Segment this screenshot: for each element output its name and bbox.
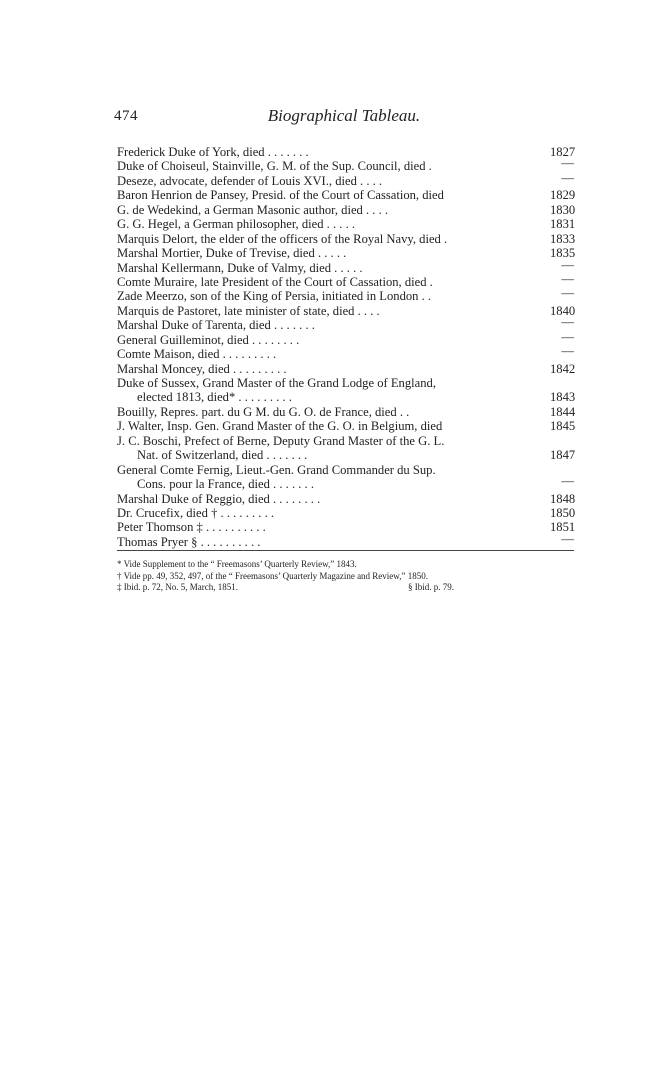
footnote-text: ‡ Ibid. p. 72, No. 5, March, 1851. <box>117 582 238 592</box>
footnote-0 <box>117 559 574 571</box>
footnote-right: § Ibid. p. 79. <box>408 582 454 592</box>
entry-year: 1843 <box>550 390 576 405</box>
entry-7 <box>117 246 574 260</box>
entry-text: Marquis de Pastoret, late minister of state, died . . . . <box>117 303 380 318</box>
entry-9 <box>117 271 574 289</box>
entry-17 <box>117 390 574 404</box>
entry-text: Nat. of Switzerland, died . . . . . . . <box>137 448 308 463</box>
entry-text: G. G. Hegel, a German philosopher, died . . . . . <box>117 217 356 232</box>
entry-text: Duke of Choiseul, Stainville, G. M. of the Sup. Council, died . <box>117 159 432 174</box>
page-number: 474 <box>114 108 138 124</box>
entry-text: Thomas Pryer § . . . . . . . . . . <box>117 534 261 549</box>
entry-year: 1844 <box>550 404 576 419</box>
entry-text: elected 1813, died* . . . . . . . . . <box>137 390 292 405</box>
entry-text: Zade Meerzo, son of the King of Persia, initiated in London . . <box>117 289 432 304</box>
footnotes <box>117 559 574 594</box>
entry-16 <box>117 376 574 390</box>
entry-3 <box>117 188 574 202</box>
entry-year: 1850 <box>550 505 576 520</box>
footnote-1 <box>117 571 574 583</box>
entry-text: Comte Muraire, late President of the Court of Cassation, died . <box>117 274 433 289</box>
entry-text: General Guilleminot, died . . . . . . . . <box>117 332 300 347</box>
entry-19 <box>117 419 574 433</box>
entry-0 <box>117 145 574 159</box>
footnote-divider <box>117 550 574 551</box>
footnote-text: * Vide Supplement to the “ Freemasons’ Quarterly Review,” 1843. <box>117 559 357 569</box>
entry-year: 1842 <box>550 361 576 376</box>
entry-26 <box>117 520 574 534</box>
entry-21 <box>117 448 574 462</box>
entry-year: — <box>561 156 574 171</box>
entry-text: Marshal Moncey, died . . . . . . . . . <box>117 361 287 376</box>
entry-13 <box>117 329 574 347</box>
entry-text: Marshal Kellermann, Duke of Valmy, died . . . . . <box>117 260 363 275</box>
entry-1 <box>117 156 574 174</box>
entry-year: — <box>561 329 574 344</box>
entry-20 <box>117 434 574 448</box>
entry-5 <box>117 217 574 231</box>
entry-6 <box>117 232 574 246</box>
entry-4 <box>117 203 574 217</box>
entry-12 <box>117 315 574 333</box>
entry-24 <box>117 492 574 506</box>
entry-year: 1840 <box>550 303 576 318</box>
entry-text: Dr. Crucefix, died † . . . . . . . . . <box>117 505 275 520</box>
entry-text: Comte Maison, died . . . . . . . . . <box>117 347 277 362</box>
entry-25 <box>117 506 574 520</box>
entry-year: 1835 <box>550 246 576 261</box>
entry-11 <box>117 304 574 318</box>
entry-year: — <box>561 257 574 272</box>
entry-15 <box>117 362 574 376</box>
footnote-2 <box>117 582 574 594</box>
entry-year: 1830 <box>550 202 576 217</box>
entry-8 <box>117 257 574 275</box>
entry-23 <box>117 474 574 492</box>
entry-text: J. C. Boschi, Prefect of Berne, Deputy Grand Master of the G. L. <box>117 433 445 448</box>
entry-text: Marshal Mortier, Duke of Trevise, died . . . . . <box>117 246 347 261</box>
entry-year: 1847 <box>550 448 576 463</box>
entry-22 <box>117 463 574 477</box>
running-title: Biographical Tableau. <box>267 106 421 125</box>
entry-text: Peter Thomson ‡ . . . . . . . . . . <box>117 520 266 535</box>
entry-year: 1829 <box>550 188 576 203</box>
entry-text: Cons. pour la France, died . . . . . . . <box>137 477 314 492</box>
entry-text: Marshal Duke of Tarenta, died . . . . . . . <box>117 318 315 333</box>
entry-year: — <box>561 531 574 546</box>
entry-year: — <box>561 170 574 185</box>
chronology-list <box>117 145 574 549</box>
entry-year: 1845 <box>550 419 576 434</box>
entry-text: Duke of Sussex, Grand Master of the Grand Lodge of England, <box>117 376 436 390</box>
entry-text: Marshal Duke of Reggio, died . . . . . . . . <box>117 491 321 506</box>
entry-year: — <box>561 271 574 286</box>
entry-year: 1833 <box>550 231 576 246</box>
entry-year: — <box>561 474 574 489</box>
footnote-text: † Vide pp. 49, 352, 497, of the “ Freemasons’ Quarterly Magazine and Review,” 1850. <box>117 570 428 581</box>
entry-text: General Comte Fernig, Lieut.-Gen. Grand Commander du Sup. <box>117 462 436 477</box>
entry-year: — <box>561 286 574 301</box>
entry-year: — <box>561 315 574 330</box>
entry-year: 1851 <box>550 520 576 535</box>
entry-text: Deseze, advocate, defender of Louis XVI., died . . . . <box>117 173 383 188</box>
entry-10 <box>117 286 574 304</box>
entry-27 <box>117 531 574 549</box>
entry-year: 1827 <box>550 145 576 159</box>
entry-year: 1831 <box>550 217 576 232</box>
entry-text: J. Walter, Insp. Gen. Grand Master of the G. O. in Belgium, died <box>117 419 443 434</box>
entry-year: — <box>561 344 574 359</box>
entry-year: 1848 <box>550 491 576 506</box>
entry-18 <box>117 405 574 419</box>
entry-text: Frederick Duke of York, died . . . . . . . <box>117 145 309 159</box>
entry-text: G. de Wedekind, a German Masonic author, died . . . . <box>117 202 389 217</box>
entry-text: Bouilly, Repres. part. du G M. du G. O. de France, died . . <box>117 404 410 419</box>
entry-text: Marquis Delort, the elder of the officers of the Royal Navy, died . <box>117 231 448 246</box>
entry-text: Baron Henrion de Pansey, Presid. of the Court of Cassation, died <box>117 188 444 203</box>
entry-2 <box>117 170 574 188</box>
page-header <box>114 106 574 130</box>
entry-14 <box>117 344 574 362</box>
